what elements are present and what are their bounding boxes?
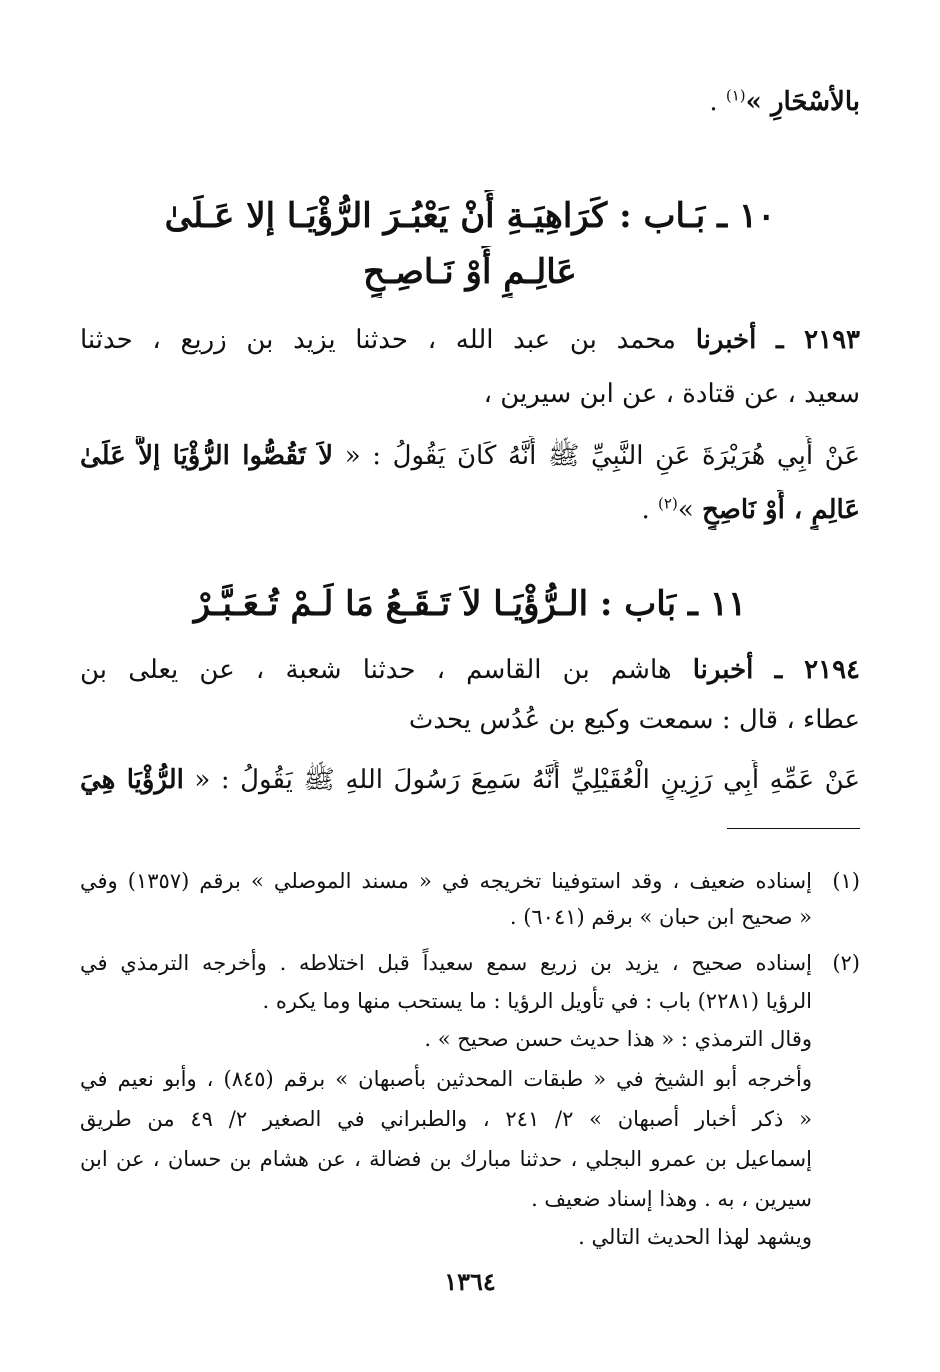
isnad-lead: أخبرنا bbox=[692, 655, 754, 685]
hadith-2193-matn-line2 bbox=[80, 490, 860, 530]
hadith-number-2193: ٢١٩٣ ـ bbox=[776, 325, 860, 355]
isnad-text: هاشم بن القاسم ، حدثنا شعبة ، عن يعلى بن bbox=[80, 655, 693, 685]
section-11-heading: ١١ ـ بَاب : الـرُّؤْيَـا لاَ تَـقَـعُ مَا لَـمْ تُـعَـبَّـرْ bbox=[193, 584, 747, 624]
hadith-2193-isnad-line2: سعيد ، عن قتادة ، عن ابن سيرين ، bbox=[483, 379, 860, 409]
isnad-lead: أخبرنا bbox=[695, 325, 757, 355]
hadith-2193-isnad-line1 bbox=[80, 320, 860, 360]
footnote-2-number: (٢) bbox=[832, 951, 860, 975]
footnote-2-line6: إسماعيل بن عمرو البجلي ، حدثنا مبارك بن فضالة ، عن هشام بن حسان ، عن ابن bbox=[80, 1147, 812, 1171]
footnote-2-line3: وقال الترمذي : « هذا حديث حسن صحيح » . bbox=[424, 1027, 812, 1051]
page-number: ١٣٦٤ bbox=[444, 1267, 496, 1296]
footnote-2-line8: ويشهد لهذا الحديث التالي . bbox=[578, 1225, 812, 1249]
matn-text: عَنْ عَمِّهِ أَبِي رَزِينٍ الْعُقَيْلِيِّ أَنَّهُ سَمِعَ رَسُولَ اللهِ ﷺ يَقُولُ : « bbox=[183, 765, 860, 795]
footnote-2-line4: وأخرجه أبو الشيخ في « طبقات المحدثين بأصبهان » برقم (٨٤٥) ، وأبو نعيم في bbox=[80, 1067, 812, 1091]
footnote-1-number: (١) bbox=[832, 869, 860, 893]
footnote-2-line5: « ذكر أخبار أصبهان » ٢/ ٢٤١ ، والطبراني في الصغير ٢/ ٤٩ من طريق bbox=[80, 1107, 812, 1131]
footnote-1-line1: إسناده ضعيف ، وقد استوفينا تخريجه في « مسند الموصلي » برقم (١٣٥٧) وفي bbox=[80, 869, 812, 893]
matn-end: . bbox=[641, 495, 659, 525]
carry-over-text: بالأسْحَارِ » bbox=[745, 87, 860, 117]
section-10-heading-line1: ١٠ ـ بَـاب : كَرَاهِيَـةِ أَنْ يَعْبُـرَ الرُّؤْيَـا إلا عَـلَىٰ bbox=[164, 196, 776, 236]
footnote-ref-2: (٢) bbox=[658, 494, 678, 513]
hadith-2194-matn-line1 bbox=[80, 760, 860, 800]
hadith-2194-isnad-line2: عطاء ، قال : سمعت وكيع بن عُدُس يحدث bbox=[408, 705, 860, 735]
hadith-2194-isnad-line1 bbox=[80, 650, 860, 690]
footnote-ref-1: (١) bbox=[725, 86, 746, 105]
matn-close: » bbox=[677, 495, 702, 525]
footnote-1-line2: « صحيح ابن حبان » برقم (٦٠٤١) . bbox=[509, 905, 812, 929]
section-10-heading-line2: عَالِـمٍ أَوْ نَـاصِـحٍ bbox=[363, 252, 577, 292]
carry-over-end: . bbox=[709, 87, 726, 117]
footnote-2-line1: إسناده صحيح ، يزيد بن زريع سمع سعيداً قبل اختلاطه . وأخرجه الترمذي في bbox=[80, 951, 812, 975]
matn-quote: الرُّؤْيَا هِيَ bbox=[80, 765, 184, 795]
matn-text: عَنْ أَبِي هُرَيْرَةَ عَنِ النَّبِيِّ ﷺ أَنَّهُ كَانَ يَقُولُ : « bbox=[333, 441, 860, 471]
footnote-separator bbox=[727, 828, 860, 829]
matn-quote: لاَ تَقُصُّوا الرُّؤْيَا إلاَّ عَلَىٰ bbox=[80, 441, 334, 471]
isnad-text: محمد بن عبد الله ، حدثنا يزيد بن زريع ، حدثنا bbox=[80, 325, 696, 355]
carry-over-line bbox=[80, 82, 860, 122]
book-page bbox=[80, 0, 860, 1372]
hadith-number-2194: ٢١٩٤ ـ bbox=[774, 655, 860, 685]
hadith-2193-matn-line1 bbox=[80, 436, 860, 476]
footnote-2-line2: الرؤيا (٢٢٨١) باب : في تأويل الرؤيا : ما يستحب منها وما يكره . bbox=[262, 989, 812, 1013]
footnote-2-line7: سيرين ، به . وهذا إسناد ضعيف . bbox=[531, 1187, 812, 1211]
matn-quote-end: عَالِمٍ ، أَوْ نَاصِحٍ bbox=[701, 495, 860, 525]
